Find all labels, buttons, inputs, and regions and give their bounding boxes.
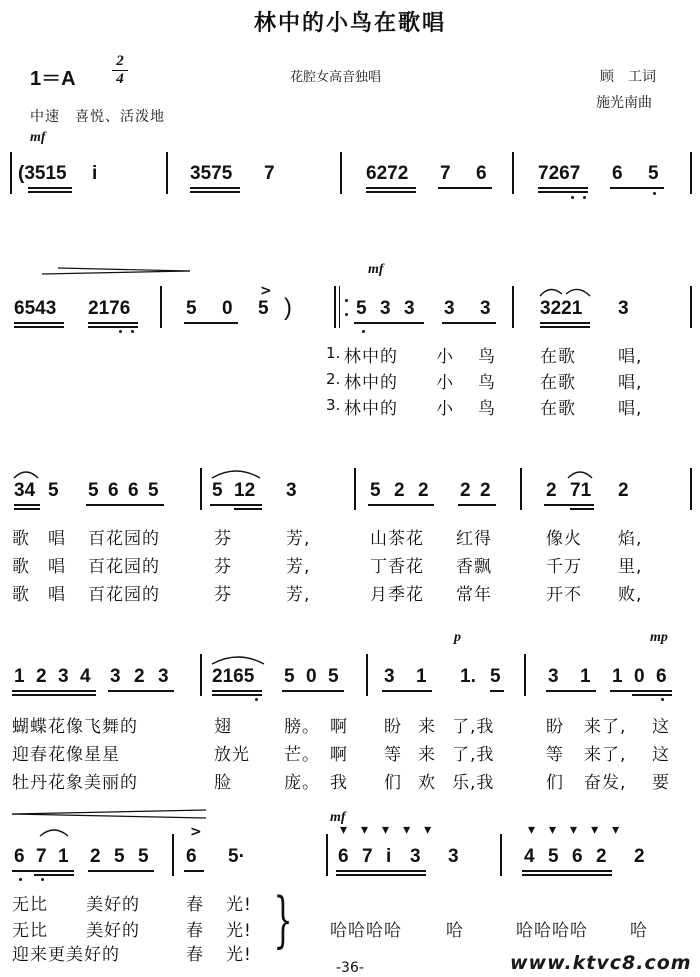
note: 5 [328, 666, 339, 687]
note: 6 [108, 480, 119, 501]
closing-parenthesis: ) [284, 294, 292, 321]
note: 3 [110, 666, 121, 687]
time-signature-top: 2 [116, 53, 124, 69]
note: 3 [548, 666, 559, 687]
note: 1 [580, 666, 591, 687]
note: 5 [186, 298, 197, 319]
note: 5 [138, 846, 149, 867]
lyricist-credit: 顾 工词 [600, 69, 656, 85]
note: 2 [546, 480, 557, 501]
note-group: (3515 [18, 163, 67, 184]
note-group: 12 [234, 480, 256, 501]
note-group: 7267 [538, 163, 581, 184]
staccato-marks: ▾▾▾▾▾ [528, 822, 634, 838]
note: 1 [416, 666, 427, 687]
note: 2 [460, 480, 471, 501]
note: 2 [480, 480, 491, 501]
tie-slur [210, 466, 266, 480]
note: 5 [284, 666, 295, 687]
site-watermark: www.ktvc8.com [510, 952, 692, 974]
note: 7 [362, 846, 373, 867]
note: 5 [114, 846, 125, 867]
note: 7 [264, 163, 275, 184]
dynamic-mf: mf [30, 130, 46, 145]
note: 5 [490, 666, 501, 687]
note: 2 [418, 480, 429, 501]
note: 3 [286, 480, 297, 501]
time-signature-bottom: 4 [116, 71, 124, 87]
dotted-note: 1. [460, 666, 476, 687]
note: 5 [370, 480, 381, 501]
performance-note: 花腔女高音独唱 [290, 70, 382, 85]
note-group: 34 [14, 480, 36, 501]
note: 6 [186, 846, 197, 867]
note: 5 [648, 163, 659, 184]
note: 3 [618, 298, 629, 319]
note: 6 [656, 666, 667, 687]
note: 5 [88, 480, 99, 501]
note: 5 [148, 480, 159, 501]
note-group: 2176 [88, 298, 131, 319]
note: 1 [14, 666, 25, 687]
dotted-note: 5· [228, 846, 245, 867]
note-group: 6272 [366, 163, 409, 184]
staccato-marks: ▾▾▾▾▾ [340, 822, 446, 838]
note: 3 [384, 666, 395, 687]
rest: 0 [634, 666, 645, 687]
verse-brace: } [273, 885, 293, 955]
note: 6 [128, 480, 139, 501]
note-group: 3575 [190, 163, 233, 184]
note: 2 [634, 846, 645, 867]
note: 2 [618, 480, 629, 501]
note: 7 [36, 846, 47, 867]
note: 6 [338, 846, 349, 867]
dynamic-mf: mf [368, 262, 384, 277]
note: 3 [158, 666, 169, 687]
tie-slur [12, 466, 42, 480]
note: 5 [48, 480, 59, 501]
note: 1 [612, 666, 623, 687]
tie-slur [210, 652, 270, 666]
note: 1 [58, 846, 69, 867]
accent-mark: > [260, 283, 272, 299]
song-title: 林中的小鸟在歌唱 [253, 11, 446, 36]
dynamic-mp: mp [650, 630, 668, 645]
note: 3 [404, 298, 415, 319]
note: 5 [548, 846, 559, 867]
note: 5 [212, 480, 223, 501]
rest: 0 [306, 666, 317, 687]
note-group: 2165 [212, 666, 255, 687]
tie-slur [566, 466, 596, 480]
tempo-marking: 中速 喜悦、活泼地 [30, 109, 165, 125]
note: 2 [596, 846, 607, 867]
crescendo-mark [40, 262, 200, 278]
note: 6 [476, 163, 487, 184]
dynamic-p: p [454, 630, 461, 645]
note: i [386, 846, 392, 867]
note: 7 [440, 163, 451, 184]
note: 2 [394, 480, 405, 501]
accent-mark: > [190, 824, 202, 840]
note: 3 [58, 666, 69, 687]
note-group: 6543 [14, 298, 57, 319]
note: 6 [612, 163, 623, 184]
rest: 0 [222, 298, 233, 319]
note-group: 71 [570, 480, 592, 501]
note: 2 [134, 666, 145, 687]
note-group: 3221 [540, 298, 583, 319]
note: 3 [480, 298, 491, 319]
key-signature: 1＝A [30, 68, 76, 90]
note: 3 [380, 298, 391, 319]
note: 4 [524, 846, 535, 867]
tie-slur [538, 284, 598, 298]
dynamic-mf: mf [330, 810, 346, 825]
note: 3 [410, 846, 421, 867]
note: 2 [36, 666, 47, 687]
note: 6 [572, 846, 583, 867]
note: i [92, 163, 98, 184]
composer-credit: 施光南曲 [596, 95, 652, 111]
note: 2 [90, 846, 101, 867]
page-number: -36- [336, 960, 364, 976]
note: 3 [448, 846, 459, 867]
crescendo-mark [10, 808, 210, 838]
time-signature [112, 54, 128, 87]
note: 6 [14, 846, 25, 867]
note: 5 [356, 298, 367, 319]
note: 4 [80, 666, 91, 687]
note: 3 [444, 298, 455, 319]
note: 5 [258, 298, 269, 319]
